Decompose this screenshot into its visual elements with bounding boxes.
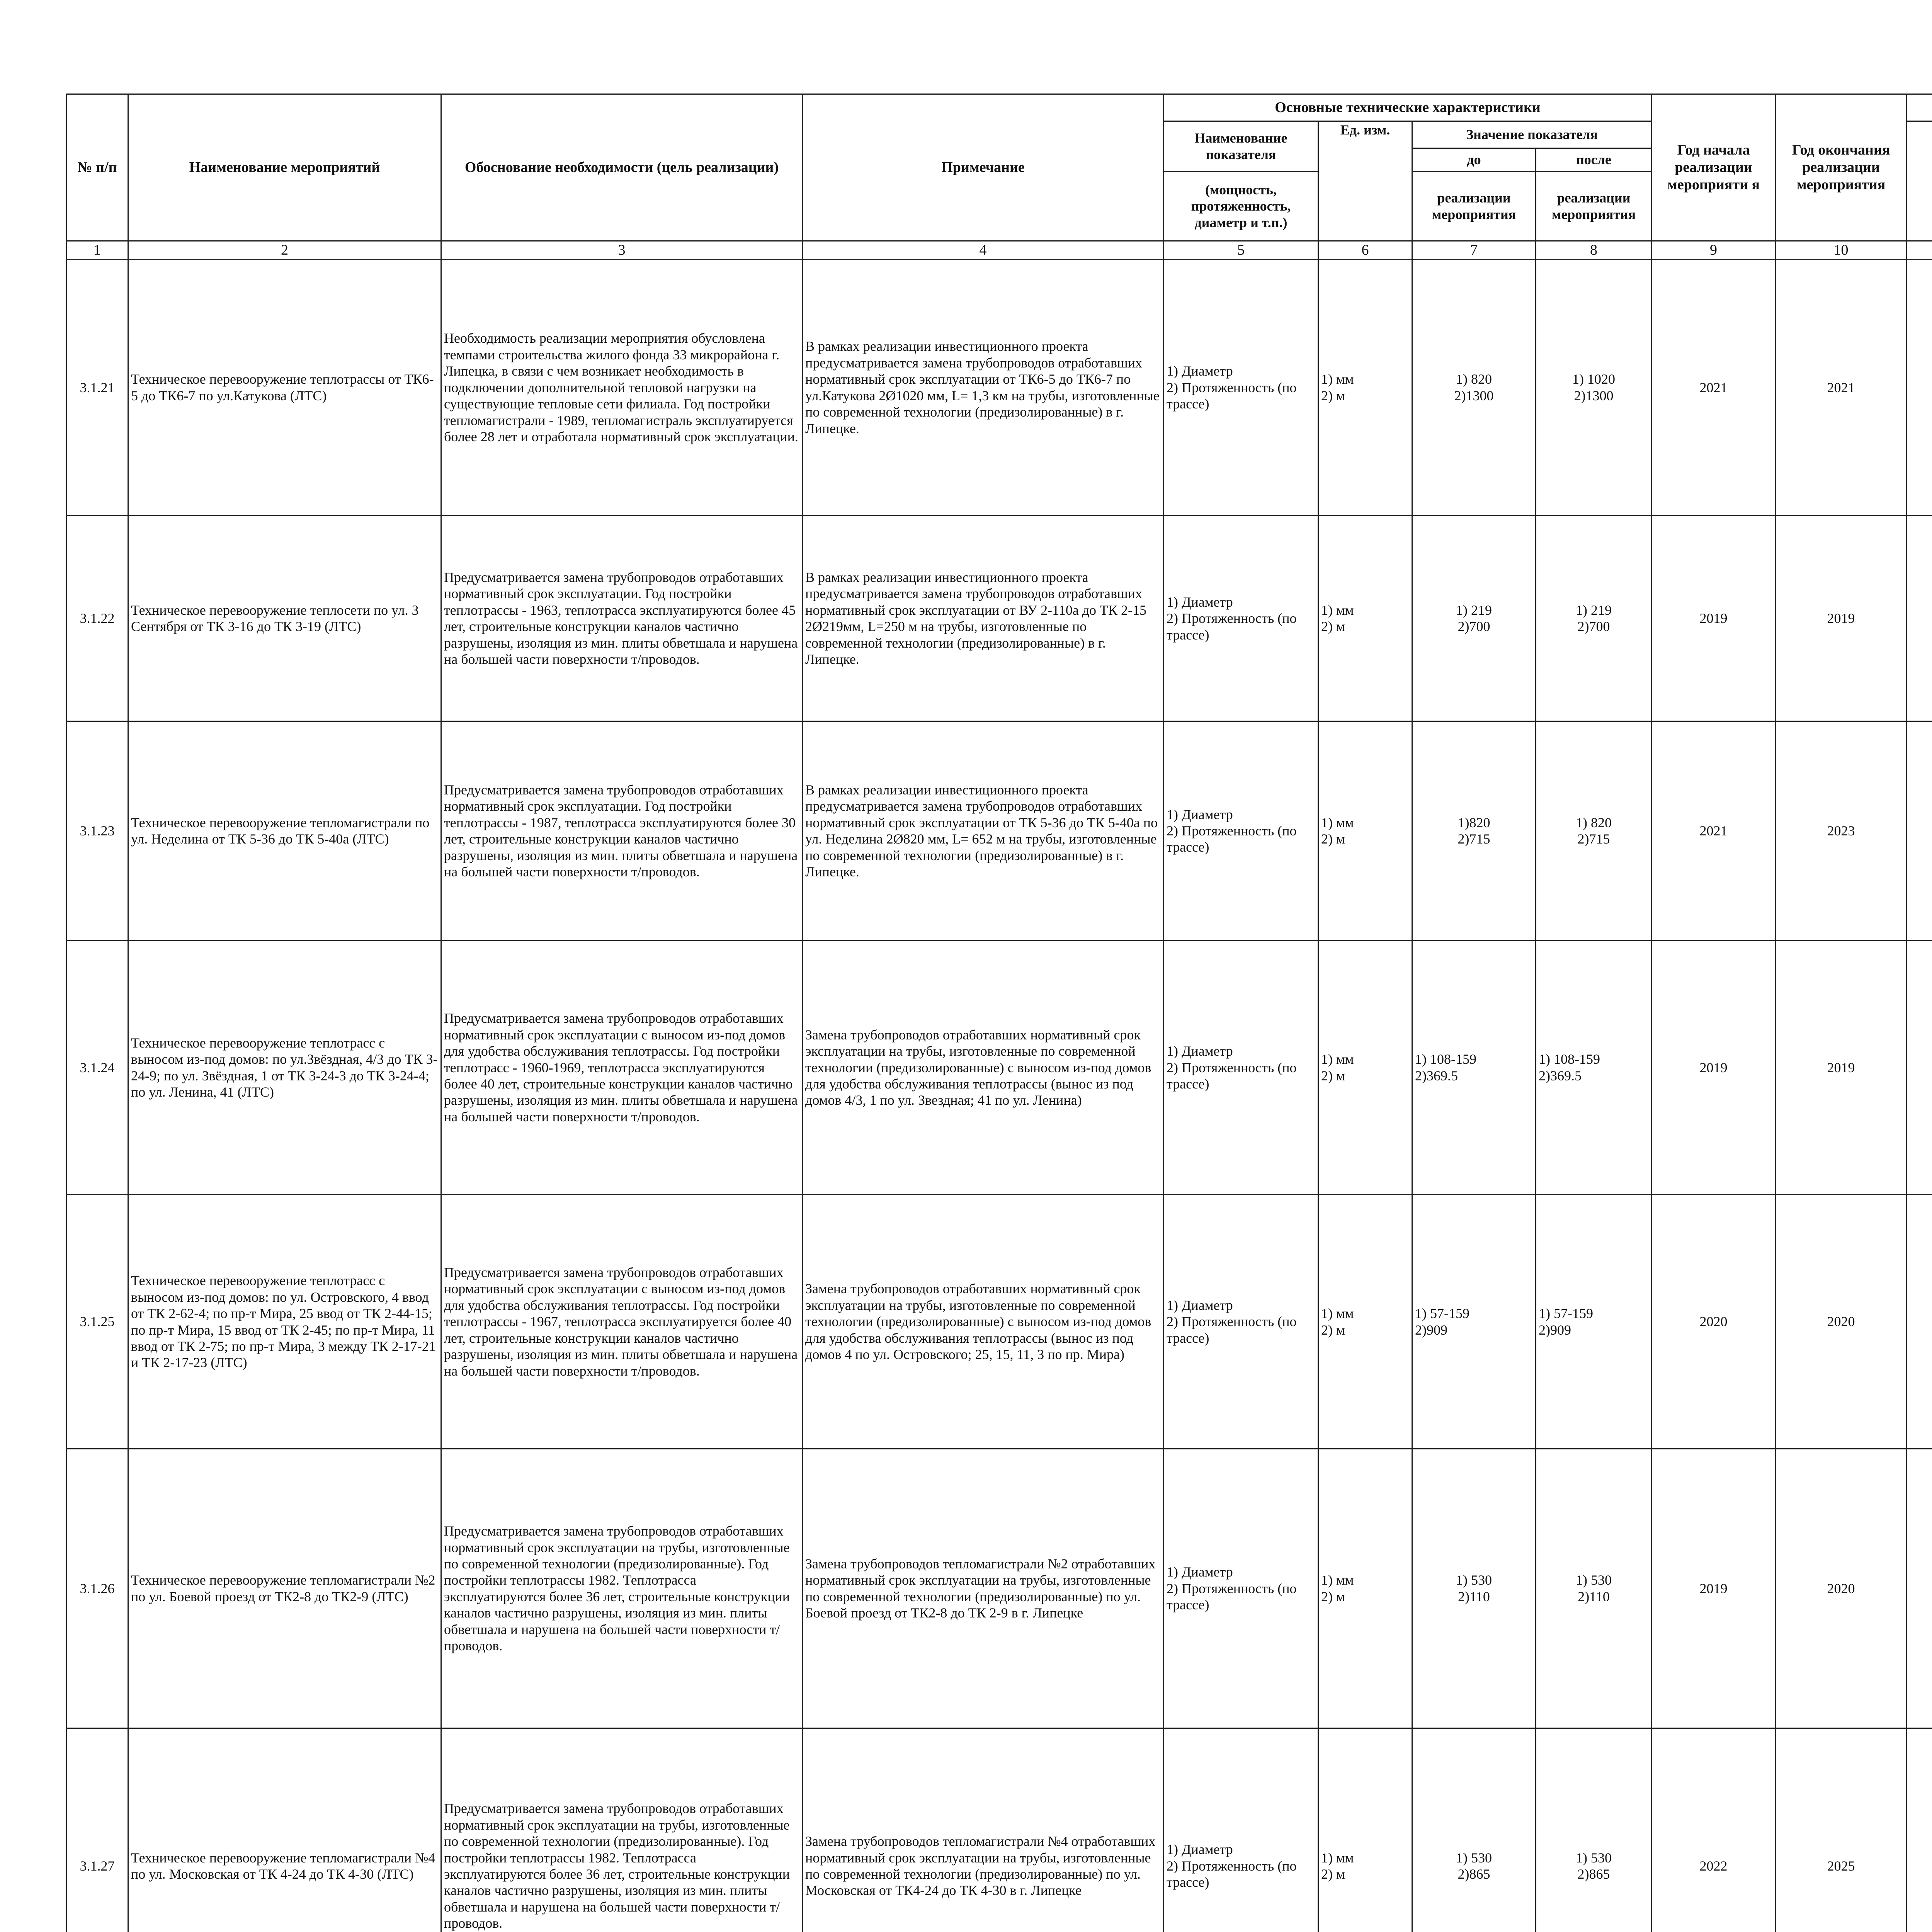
row-indicator: 1) Диаметр 2) Протяженность (по трассе) bbox=[1164, 515, 1318, 721]
header-justification: Обоснование необходимости (цель реализации) bbox=[441, 94, 803, 241]
row-total bbox=[1907, 1728, 1932, 1932]
row-start-year: 2020 bbox=[1652, 1195, 1776, 1449]
row-after: 1) 530 2)865 bbox=[1536, 1728, 1652, 1932]
row-indicator: 1) Диаметр 2) Протяженность (по трассе) bbox=[1164, 1728, 1318, 1932]
row-total bbox=[1907, 721, 1932, 940]
row-indicator: 1) Диаметр 2) Протяженность (по трассе) bbox=[1164, 721, 1318, 940]
row-start-year: 2021 bbox=[1652, 260, 1776, 516]
row-unit: 1) мм 2) м bbox=[1318, 1728, 1412, 1932]
header-before: до bbox=[1412, 148, 1536, 172]
row-justification: Предусматривается замена трубопроводов отработавших нормативный срок эксплуатации. Год постройки теплотрассы - 1987, теплотрасса эксплуатируются более 30 лет, строительные конструкции каналов частично разрушены, изоляция из мин. плиты обветшала и нарушена на большей части поверхности т/проводов. bbox=[441, 721, 803, 940]
row-end-year: 2020 bbox=[1776, 1449, 1907, 1728]
row-start-year: 2021 bbox=[1652, 721, 1776, 940]
row-number: 3.1.25 bbox=[66, 1195, 128, 1449]
column-number: 6 bbox=[1318, 241, 1412, 260]
row-total bbox=[1907, 940, 1932, 1195]
row-end-year: 2020 bbox=[1776, 1195, 1907, 1449]
column-number: 3 bbox=[441, 241, 803, 260]
row-name: Техническое перевооружение тепломагистрали №2 по ул. Боевой проезд от ТК2-8 до ТК2-9 (ЛТС) bbox=[128, 1449, 441, 1728]
row-after: 1) 108-159 2)369.5 bbox=[1536, 940, 1652, 1195]
table-row bbox=[66, 1195, 1932, 1449]
row-number: 3.1.22 bbox=[66, 515, 128, 721]
column-number: 2 bbox=[128, 241, 441, 260]
header-before-sub: реализации мероприятия bbox=[1412, 172, 1536, 241]
header-end-year: Год окончания реализации мероприятия bbox=[1776, 94, 1907, 241]
row-note: Замена трубопроводов тепломагистрали №2 отработавших нормативный срок эксплуатации на трубы, изготовленные по современной технологии (предизолированные) по ул. Боевой проезд от ТК2-8 до ТК 2-9 в г. Липецке bbox=[803, 1449, 1164, 1728]
row-before: 1) 57-159 2)909 bbox=[1412, 1195, 1536, 1449]
row-name: Техническое перевооружение теплотрасс с выносом из-под домов: по ул.Звёздная, 4/3 до ТК 3-24-9; по ул. Звёздная, 1 от ТК 3-24-3 до ТК 3-24-4; по ул. Ленина, 41 (ЛТС) bbox=[128, 940, 441, 1195]
investment-program-table bbox=[66, 94, 1932, 1932]
row-justification: Предусматривается замена трубопроводов отработавших нормативный срок эксплуатации на трубы, изготовленные по современной технологии (предизолированные). Год постройки теплотрассы 1982. Теплотрасса эксплуатируются более 36 лет, строительные конструкции каналов частично разрушены, изоляция из мин. плиты обветшала и нарушена на большей части поверхности т/проводов. bbox=[441, 1728, 803, 1932]
row-end-year: 2019 bbox=[1776, 940, 1907, 1195]
row-before: 1) 108-159 2)369.5 bbox=[1412, 940, 1536, 1195]
row-number: 3.1.27 bbox=[66, 1728, 128, 1932]
header-after: после bbox=[1536, 148, 1652, 172]
table-row bbox=[66, 515, 1932, 721]
row-start-year: 2019 bbox=[1652, 940, 1776, 1195]
header-start-year: Год начала реализации мероприяти я bbox=[1652, 94, 1776, 241]
column-number-row bbox=[66, 241, 1932, 260]
row-before: 1) 219 2)700 bbox=[1412, 515, 1536, 721]
row-note: В рамках реализации инвестиционного проекта предусматривается замена трубопроводов отработавших нормативный срок эксплуатации от ТК6-5 до ТК6-7 по ул.Катукова 2Ø1020 мм, L= 1,3 км на трубы, изготовленные по современной технологии (предизолированные) в г. Липецке. bbox=[803, 260, 1164, 516]
row-before: 1) 530 2)865 bbox=[1412, 1728, 1536, 1932]
table-row bbox=[66, 1728, 1932, 1932]
header-name: Наименование мероприятий bbox=[128, 94, 441, 241]
row-number: 3.1.23 bbox=[66, 721, 128, 940]
row-unit: 1) мм 2) м bbox=[1318, 515, 1412, 721]
column-number: 7 bbox=[1412, 241, 1536, 260]
column-number: 10 bbox=[1776, 241, 1907, 260]
row-note: В рамках реализации инвестиционного проекта предусматривается замена трубопроводов отработавших нормативный срок эксплуатации от ВУ 2-110а до ТК 2-15 2Ø219мм, L=250 м на трубы, изготовленные по современной технологии (предизолированные) в г. Липецке. bbox=[803, 515, 1164, 721]
header-total bbox=[1907, 121, 1932, 241]
row-unit: 1) мм 2) м bbox=[1318, 1449, 1412, 1728]
row-number: 3.1.24 bbox=[66, 940, 128, 1195]
row-name: Техническое перевооружение тепломагистрали №4 по ул. Московская от ТК 4-24 до ТК 4-30 (ЛТС) bbox=[128, 1728, 441, 1932]
row-justification: Предусматривается замена трубопроводов отработавших нормативный срок эксплуатации. Год постройки теплотрассы - 1963, теплотрасса эксплуатируются более 45 лет, строительные конструкции каналов частично разрушены, изоляция из мин. плиты обветшала и нарушена на большей части поверхности т/проводов. bbox=[441, 515, 803, 721]
row-number: 3.1.26 bbox=[66, 1449, 128, 1728]
row-note: В рамках реализации инвестиционного проекта предусматривается замена трубопроводов отработавших нормативный срок эксплуатации от ТК 5-36 до ТК 5-40а по ул. Неделина 2Ø820 мм, L= 652 м на трубы, изготовленные по современной технологии (предизолированные) в г. Липецке. bbox=[803, 721, 1164, 940]
row-start-year: 2019 bbox=[1652, 515, 1776, 721]
row-after: 1) 57-159 2)909 bbox=[1536, 1195, 1652, 1449]
row-indicator: 1) Диаметр 2) Протяженность (по трассе) bbox=[1164, 1449, 1318, 1728]
table-body bbox=[66, 260, 1932, 1932]
row-after: 1) 219 2)700 bbox=[1536, 515, 1652, 721]
row-unit: 1) мм 2) м bbox=[1318, 1195, 1412, 1449]
row-note: Замена трубопроводов тепломагистрали №4 отработавших нормативный срок эксплуатации на трубы, изготовленные по современной технологии (предизолированные) по ул. Московская от ТК4-24 до ТК 4-30 в г. Липецке bbox=[803, 1728, 1164, 1932]
row-number: 3.1.21 bbox=[66, 260, 128, 516]
column-number: 9 bbox=[1652, 241, 1776, 260]
row-end-year: 2021 bbox=[1776, 260, 1907, 516]
row-justification: Предусматривается замена трубопроводов отработавших нормативный срок эксплуатации с выносом из-под домов для удобства обслуживания теплотрассы. Год постройки теплотрасс - 1960-1969, теплотрасса эксплуатируются более 40 лет, строительные конструкции каналов частично разрушены, изоляция из мин. плиты обветшала и нарушена на большей части поверхности т/проводов. bbox=[441, 940, 803, 1195]
row-after: 1) 1020 2)1300 bbox=[1536, 260, 1652, 516]
row-justification: Предусматривается замена трубопроводов отработавших нормативный срок эксплуатации с выносом из-под домов для удобства обслуживания теплотрассы. Год постройки теплотрассы - 1967, теплотрасса эксплуатируется более 40 лет, строительные конструкции каналов частично разрушены, изоляция из мин. плиты обветшала и нарушена на большей части поверхности т/проводов. bbox=[441, 1195, 803, 1449]
table-row bbox=[66, 940, 1932, 1195]
row-end-year: 2023 bbox=[1776, 721, 1907, 940]
header-indicator-name: Наименование показателя bbox=[1164, 121, 1318, 172]
row-justification: Предусматривается замена трубопроводов отработавших нормативный срок эксплуатации на трубы, изготовленные по современной технологии (предизолированные). Год постройки теплотрассы 1982. Теплотрасса эксплуатируются более 36 лет, строительные конструкции каналов частично разрушены, изоляция из мин. плиты обветшала и нарушена на большей части поверхности т/проводов. bbox=[441, 1449, 803, 1728]
row-total bbox=[1907, 1449, 1932, 1728]
row-note: Замена трубопроводов отработавших нормативный срок эксплуатации на трубы, изготовленные по современной технологии (предизолированные) с выносом из-под домов для удобства обслуживания теплотрассы (вынос из под домов 4/3, 1 по ул. Звездная; 41 по ул. Ленина) bbox=[803, 940, 1164, 1195]
row-before: 1) 530 2)110 bbox=[1412, 1449, 1536, 1728]
row-justification: Необходимость реализации мероприятия обусловлена темпами строительства жилого фонда 33 микрорайона г. Липецка, в связи с чем возникает необходимость в подключении дополнительной тепловой нагрузки на существующие тепловые сети филиала. Год постройки тепломагистрали - 1989, тепломагистраль эксплуатируется более 28 лет и отработала нормативный срок эксплуатации. bbox=[441, 260, 803, 516]
row-total bbox=[1907, 260, 1932, 516]
header-tech-group: Основные технические характеристики bbox=[1164, 94, 1652, 121]
row-end-year: 2019 bbox=[1776, 515, 1907, 721]
row-name: Техническое перевооружение теплосети по ул. 3 Сентября от ТК 3-16 до ТК 3-19 (ЛТС) bbox=[128, 515, 441, 721]
column-number: 4 bbox=[803, 241, 1164, 260]
row-after: 1) 820 2)715 bbox=[1536, 721, 1652, 940]
header-indicator-name-sub: (мощность, протяженность, диаметр и т.п.) bbox=[1164, 172, 1318, 241]
header-no: № п/п bbox=[66, 94, 128, 241]
column-number: 8 bbox=[1536, 241, 1652, 260]
row-before: 1) 820 2)1300 bbox=[1412, 260, 1536, 516]
column-number bbox=[1907, 241, 1932, 260]
row-unit: 1) мм 2) м bbox=[1318, 721, 1412, 940]
table-header bbox=[66, 94, 1932, 260]
table-row bbox=[66, 260, 1932, 516]
header-after-sub: реализации мероприятия bbox=[1536, 172, 1652, 241]
row-start-year: 2019 bbox=[1652, 1449, 1776, 1728]
header-costs-group bbox=[1907, 94, 1932, 121]
row-before: 1)820 2)715 bbox=[1412, 721, 1536, 940]
header-note: Примечание bbox=[803, 94, 1164, 241]
table-row bbox=[66, 1449, 1932, 1728]
row-indicator: 1) Диаметр 2) Протяженность (по трассе) bbox=[1164, 1195, 1318, 1449]
row-unit: 1) мм 2) м bbox=[1318, 940, 1412, 1195]
table-row bbox=[66, 721, 1932, 940]
row-indicator: 1) Диаметр 2) Протяженность (по трассе) bbox=[1164, 940, 1318, 1195]
row-total bbox=[1907, 515, 1932, 721]
row-start-year: 2022 bbox=[1652, 1728, 1776, 1932]
row-name: Техническое перевооружение теплотрассы от ТК6-5 до ТК6-7 по ул.Катукова (ЛТС) bbox=[128, 260, 441, 516]
header-unit: Ед. изм. bbox=[1318, 121, 1412, 241]
column-number: 5 bbox=[1164, 241, 1318, 260]
row-note: Замена трубопроводов отработавших нормативный срок эксплуатации на трубы, изготовленные по современной технологии (предизолированные) с выносом из-под домов для удобства обслуживания теплотрассы (вынос из под домов 4 по ул. Островского; 25, 15, 11, 3 по пр. Мира) bbox=[803, 1195, 1164, 1449]
column-number: 1 bbox=[66, 241, 128, 260]
row-total bbox=[1907, 1195, 1932, 1449]
row-end-year: 2025 bbox=[1776, 1728, 1907, 1932]
row-name: Техническое перевооружение тепломагистрали по ул. Неделина от ТК 5-36 до ТК 5-40а (ЛТС) bbox=[128, 721, 441, 940]
row-name: Техническое перевооружение теплотрасс с выносом из-под домов: по ул. Островского, 4 ввод от ТК 2-62-4; по пр-т Мира, 25 ввод от ТК 2-44-15; по пр-т Мира, 15 ввод от ТК 2-45; по пр-т Мира, 11 ввод от ТК 2-75; по пр-т Мира, 3 между ТК 2-17-21 и ТК 2-17-23 (ЛТС) bbox=[128, 1195, 441, 1449]
row-indicator: 1) Диаметр 2) Протяженность (по трассе) bbox=[1164, 260, 1318, 516]
row-unit: 1) мм 2) м bbox=[1318, 260, 1412, 516]
row-after: 1) 530 2)110 bbox=[1536, 1449, 1652, 1728]
header-value-group: Значение показателя bbox=[1412, 121, 1652, 148]
